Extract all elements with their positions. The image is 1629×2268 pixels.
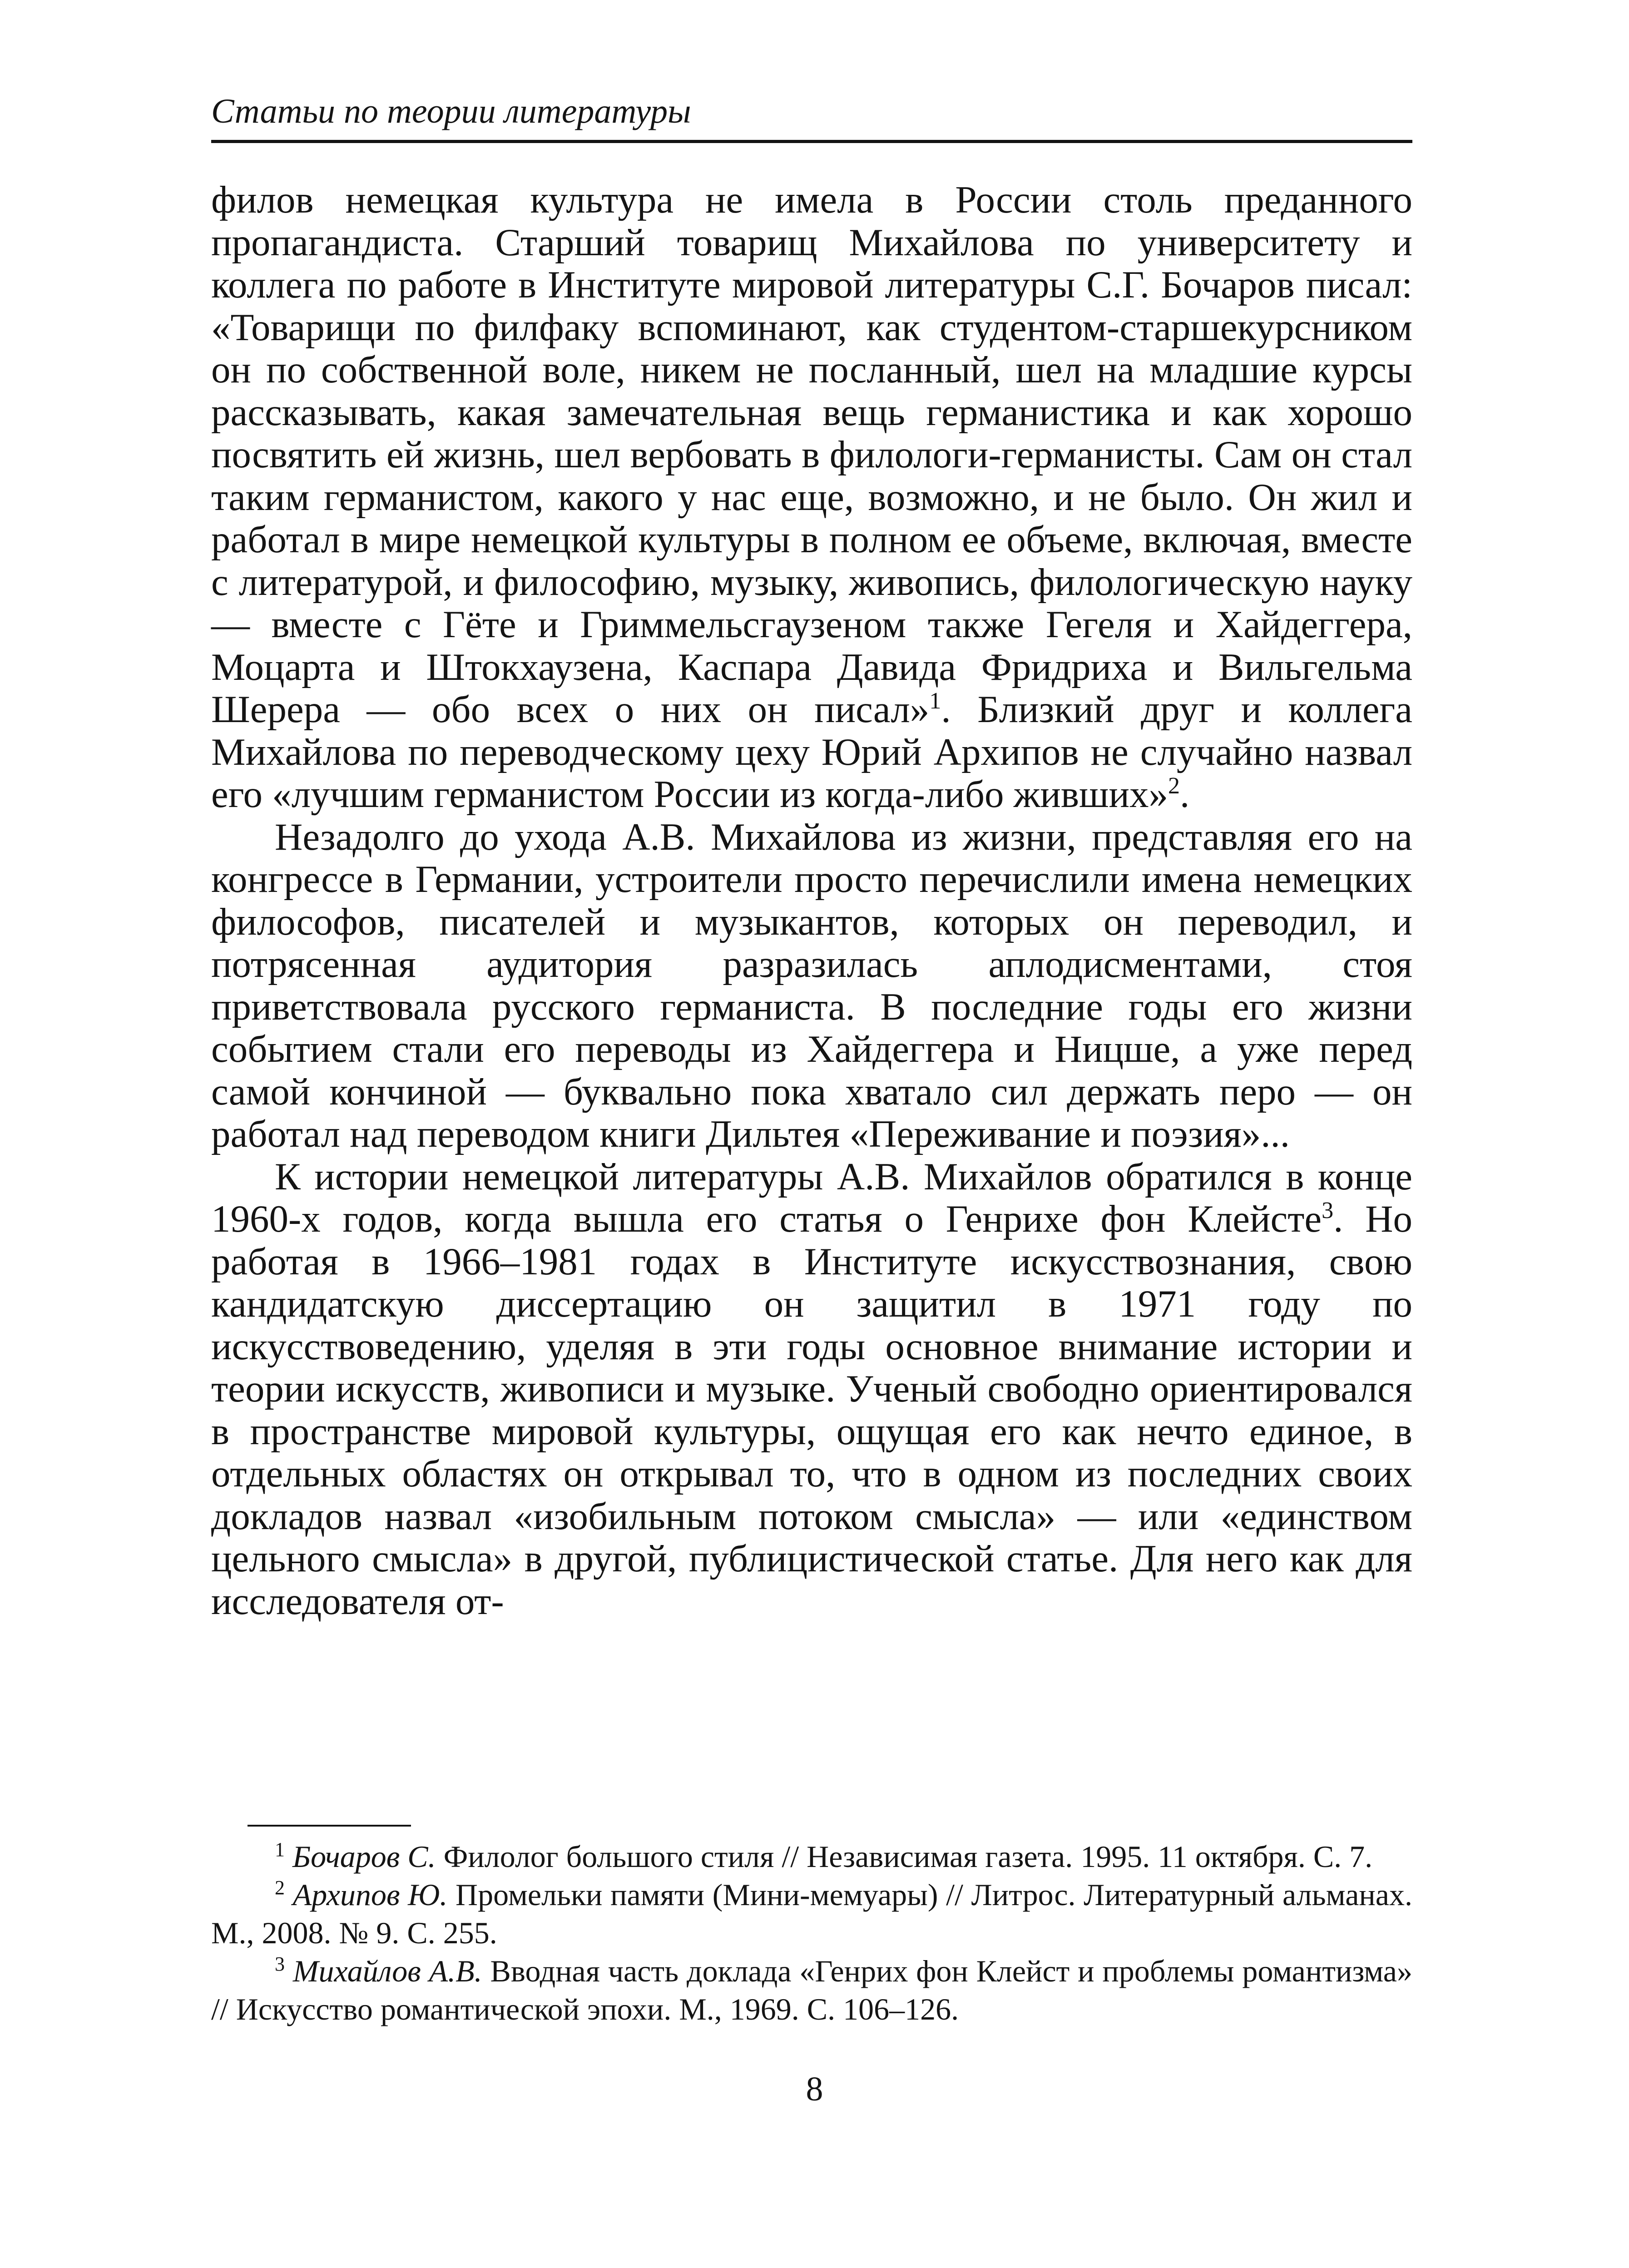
footnote-author: Михайлов А.В. — [292, 1954, 482, 1988]
footnote-author: Бочаров С. — [292, 1839, 436, 1874]
footnote-2: $^2$ Архипов Ю. Промельки памяти (Мини-мемуары) // Литрос. Литературный альманах. М., 2008. № 9. С. 255. — [211, 1877, 1412, 1950]
footnote-3: $^3$ Михайлов А.В. Вводная часть доклада «Генрих фон Клейст и проблемы романтизма» // Искусство романтической эпохи. М., 1969. С. 106–126. — [211, 1953, 1412, 2026]
main-text — [211, 179, 1412, 1623]
header-rule — [211, 140, 1412, 143]
running-head: Статьи по теории литературы — [211, 92, 691, 130]
footnote-author: Архипов Ю. — [292, 1877, 448, 1912]
footnote-ref-2: 2 — [1168, 773, 1180, 799]
paragraph-2: Незадолго до ухода А.В. Михайлова из жизни, представляя его на конгрессе в Германии, устроители просто перечислили имена немецких философов, писателей и музыкантов, которых он переводил, и потрясенная аудитория разразилась аплодисментами, стоя приветствовала русского германиста. В последние годы его жизни событием стали его переводы из Хайдеггера и Ницше, а уже перед самой кончиной — буквально пока хватало сил держать перо — он работал над переводом книги Дильтея «Переживание и поэзия»... — [211, 815, 1412, 1155]
footnote-rule — [248, 1825, 411, 1827]
page-number: 8 — [806, 2070, 823, 2108]
footnote-1: $^1$ Бочаров С. Филолог большого стиля // Независимая газета. 1995. 11 октября. С. 7. — [275, 1838, 1373, 1874]
footnotes — [211, 1837, 1412, 2028]
footnote-ref-3: 3 — [1322, 1198, 1334, 1223]
footnote-ref-1: 1 — [929, 688, 941, 714]
paragraph-1: филов немецкая культура не имела в России столь преданного пропагандиста. Старший товарищ Михайлова по университету и коллега по работе в Институте мировой литературы С.Г. Бочаров писал: «Товарищи по филфаку вспоминают, как студентом-старшекурсником он по собственной воле, никем не посланный, шел на младшие курсы рассказывать, какая замечательная вещь германистика и как хорошо посвятить ей жизнь, шел вербовать в филологи-германисты. Сам он стал таким германистом, какого у нас еще, возможно, и не было. Он жил и работал в мире немецкой культуры в полном ее объеме, включая, вместе с литературой, и философию, музыку, живопись, филологическую науку — вместе с Гёте и Гриммельсгаузеном также Гегеля и Хайдеггера, Моцарта и Штокхаузена, Каспара Давида Фридриха и Вильгельма Шерера — обо всех о них он писал»$^1$. Близкий друг и коллега Михайлова по переводческому цеху Юрий Архипов не случайно назвал его «лучшим германистом России из когда-либо живших»$^2$. — [211, 178, 1413, 816]
paragraph-3: К истории немецкой литературы А.В. Михайлов обратился в конце 1960-х годов, когда вышла его статья о Генрихе фон Клейсте$^3$. Но работая в 1966–1981 годах в Институте искусствознания, свою кандидатскую диссертацию он защитил в 1971 году по искусствоведению, уделяя в эти годы основное внимание истории и теории искусств, живописи и музыке. Ученый свободно ориентировался в пространстве мировой культуры, ощущая его как нечто единое, в отдельных областях он открывал то, что в одном из последних своих докладов назвал «изобильным потоком смысла» — или «единством цельного смысла» в другой, публицистической статье. Для него как для исследователя от- — [211, 1155, 1412, 1623]
